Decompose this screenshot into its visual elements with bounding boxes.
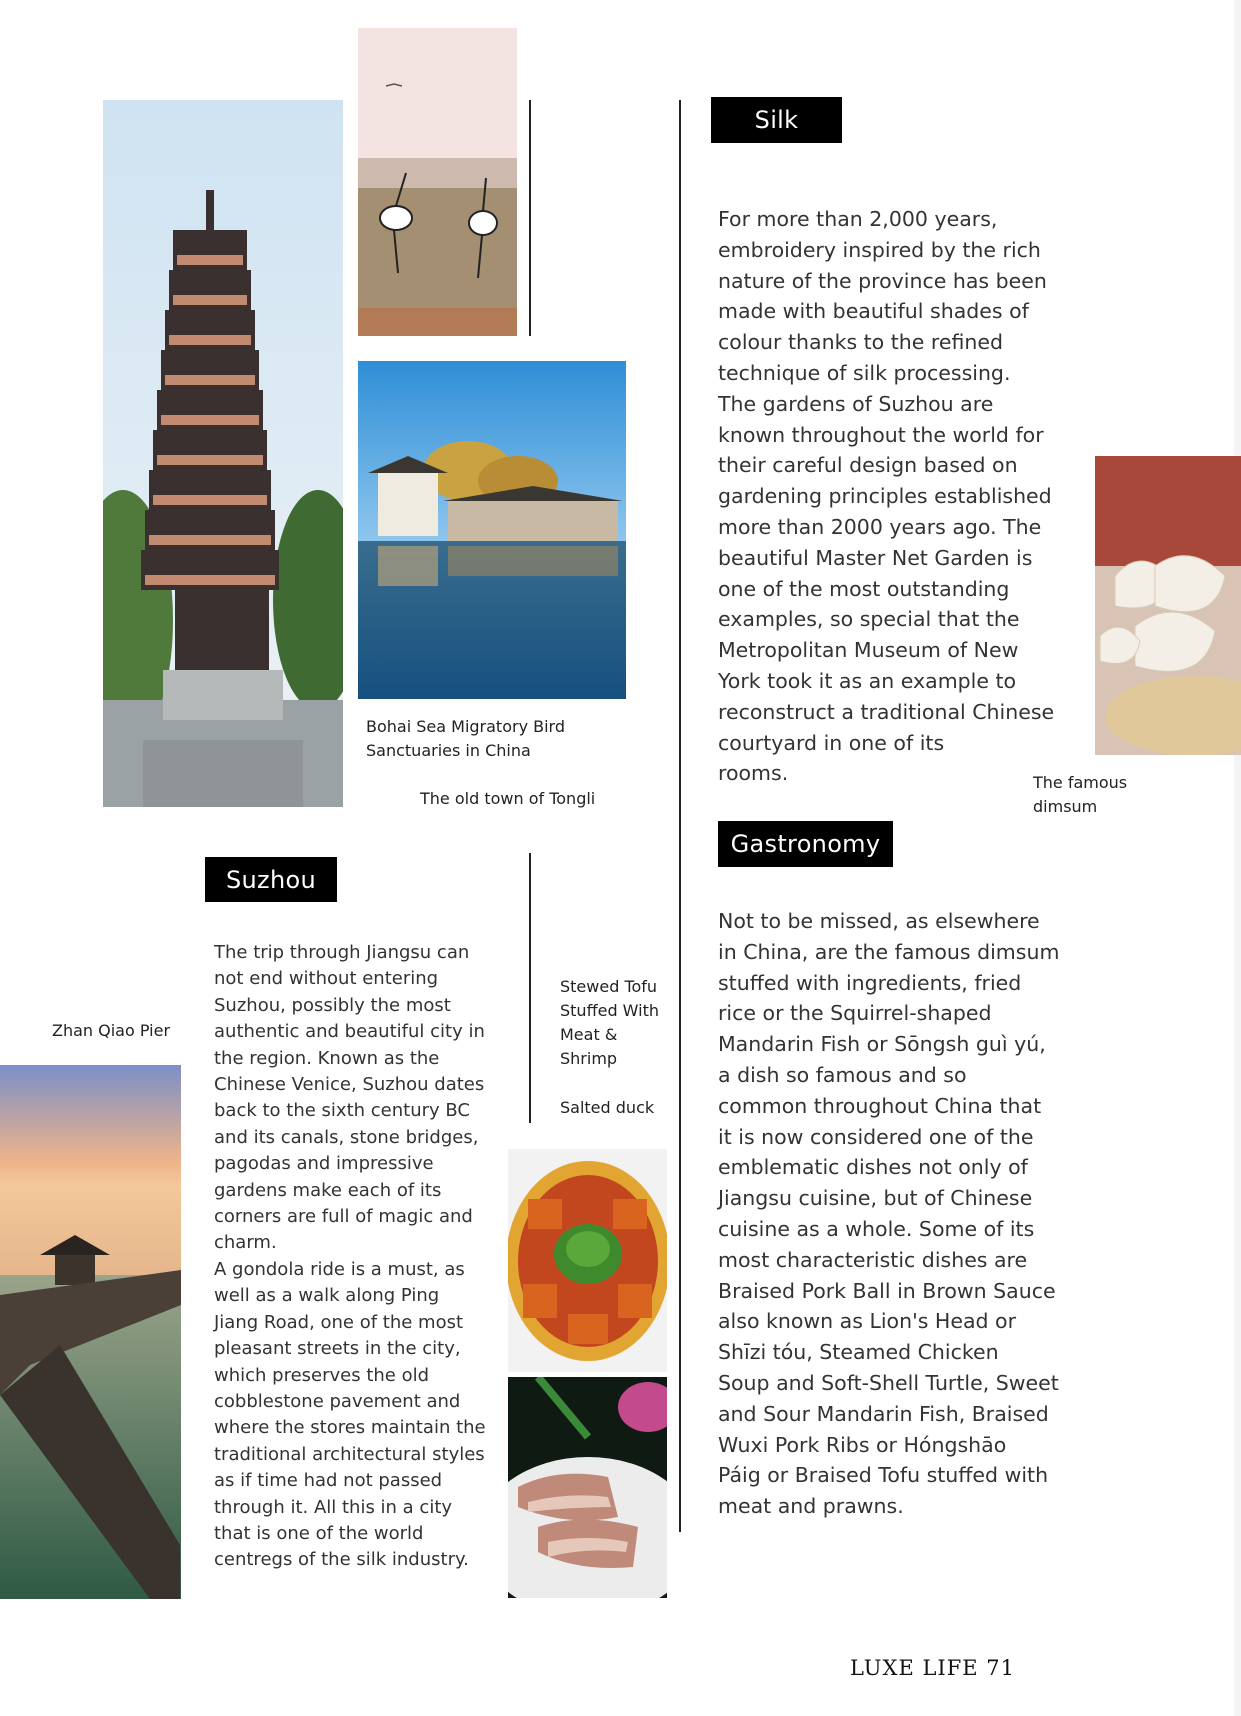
page-edge xyxy=(1234,0,1241,1716)
caption-dimsum: The famous dimsum xyxy=(1033,773,1128,816)
gastronomy-heading: Gastronomy xyxy=(718,821,893,867)
salted-duck-photo xyxy=(508,1377,667,1598)
divider-bottom-middle xyxy=(529,853,531,1123)
divider-top-middle xyxy=(529,100,531,336)
caption-salted-duck: Salted duck xyxy=(560,1098,655,1117)
caption-tongli: The old town of Tongli xyxy=(420,789,596,808)
pagoda-photo xyxy=(103,100,343,807)
page-footer: LUXE LIFE 71 xyxy=(850,1656,1015,1680)
tongli-photo xyxy=(358,361,626,699)
silk-body-text: For more than 2,000 years, embroidery inspired by the rich nature of the province has been made with beautiful shades of colour thanks to the refined technique of silk processing. The gardens of Suzhou are known throughout the world for their careful design based on gardening principles established more than 2000 years ago. The beautiful Master Net Garden is one of the most outstanding examples, so special that the Metropolitan Museum of New York took it as an example to reconstruct a traditional Chinese courtyard in one of its rooms. xyxy=(718,207,1055,786)
stewed-tofu-photo xyxy=(508,1149,667,1372)
silk-heading: Silk xyxy=(711,97,842,143)
caption-stewed-tofu: Stewed Tofu Stuffed With Meat & Shrimp xyxy=(560,977,660,1068)
suzhou-body-text: The trip through Jiangsu can not end without entering Suzhou, possibly the most authentic and beautiful city in the region. Known as the Chinese Venice, Suzhou dates back to the sixth century BC and its canals, stone bridges, pagodas and impressive gardens make each of its corners are full of magic and charm. A gondola ride is a must, as well as a walk along Ping Jiang Road, one of the most pleasant streets in the city, which preserves the old cobblestone pavement and where the stores maintain the traditional architectural styles as if time had not passed through it. All this in a city that is one of the world centregs of the silk industry. xyxy=(214,942,486,1571)
divider-main xyxy=(679,100,681,1532)
caption-bohai: Bohai Sea Migratory Bird Sanctuaries in China xyxy=(366,717,565,760)
dimsum-photo xyxy=(1095,456,1241,755)
suzhou-heading: Suzhou xyxy=(205,857,337,902)
gastronomy-body-text: Not to be missed, as elsewhere in China, are the famous dimsum stuffed with ingredients, fried rice or the Squirrel-shaped Mandarin Fish or Sōngsh guì yú, a dish so famous and so common throughout China that it is now considered one of the emblematic dishes not only of Jiangsu cuisine, but of Chinese cuisine as a whole. Some of its most characteristic dishes are Braised Pork Ball in Brown Sauce also known as Lion's Head or Shīzi tóu, Steamed Chicken Soup and Soft-Shell Turtle, Sweet and Sour Mandarin Fish, Braised Wuxi Pork Ribs or Hóngshāo Páig or Braised Tofu stuffed with meat and prawns. xyxy=(718,909,1060,1519)
caption-zhan-qiao-pier: Zhan Qiao Pier xyxy=(52,1021,171,1040)
cranes-photo xyxy=(358,28,517,336)
pier-photo xyxy=(0,1065,181,1599)
